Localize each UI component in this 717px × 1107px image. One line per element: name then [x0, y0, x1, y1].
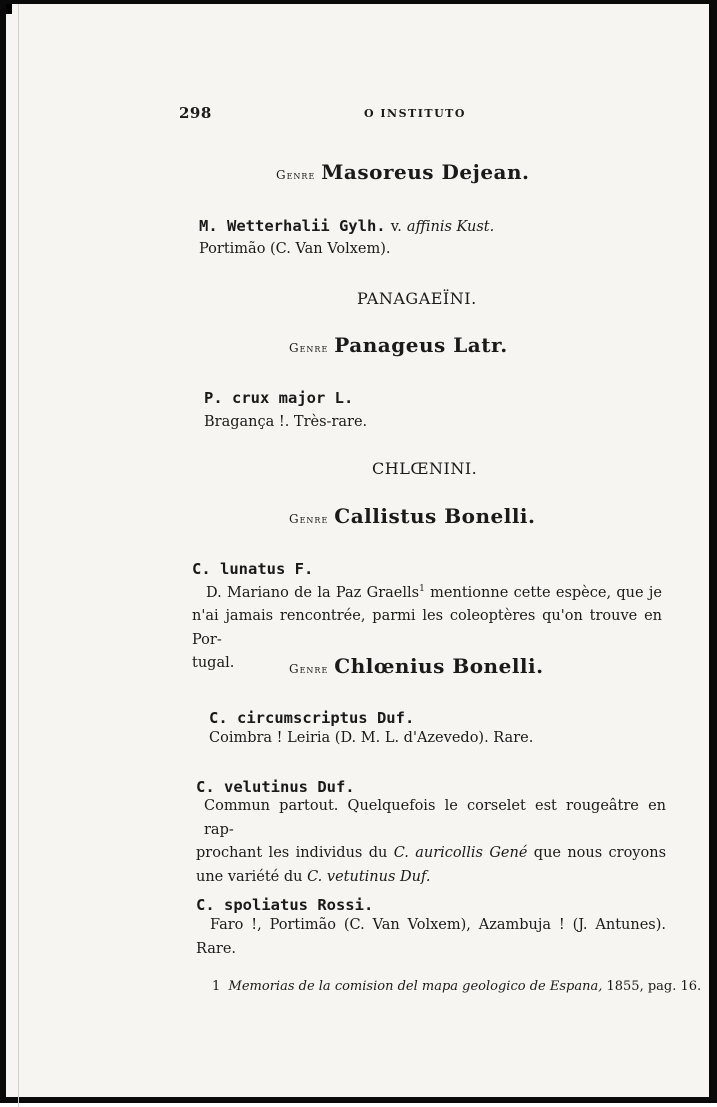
text-fragment: prochant les individus du: [196, 845, 388, 861]
species-entry-wetterhalii: [199, 216, 494, 235]
text-fragment: D. Mariano de la Paz Graells: [206, 584, 420, 601]
text-line: Commun partout. Quelquefois le corselet est rougeâtre en rap-: [204, 798, 666, 838]
footnote-citation: Memorias de la comision del mapa geologico de Espana,: [228, 979, 603, 994]
italic-fragment: C. auricollis Gené: [393, 845, 528, 861]
text-line: [192, 578, 662, 605]
genus-name: Panageus Latr.: [334, 333, 508, 357]
scan-corner: [6, 4, 12, 14]
genre-heading-chloenius: [289, 654, 544, 678]
species-note-italic: affinis Kust.: [406, 219, 495, 235]
locality-text: Coimbra ! Leiria (D. M. L. d'Azevedo). Rare.: [209, 730, 534, 746]
genre-label: Genre: [289, 662, 329, 676]
scan-edge-line: [18, 4, 19, 1107]
footnote: [212, 979, 701, 994]
genre-heading-callistus: [289, 504, 536, 528]
text-line: [196, 842, 666, 866]
text-fragment: une variété du: [196, 868, 303, 885]
tribe-heading: CHLŒNINI.: [372, 459, 478, 478]
genre-label: Genre: [276, 168, 316, 182]
running-title: O INSTITUTO: [364, 107, 466, 120]
locality-text: Bragança !. Très-rare.: [204, 414, 368, 430]
species-name: C. lunatus F.: [192, 560, 314, 578]
footnote-detail: 1855, pag. 16.: [606, 979, 702, 994]
genus-name: Callistus Bonelli.: [334, 504, 536, 528]
genre-heading-panageus: [289, 333, 508, 357]
text-fragment: mentionne cette espèce, que je: [430, 584, 662, 601]
paragraph-spoliatus: [196, 914, 666, 961]
genus-name: Chlœnius Bonelli.: [334, 654, 544, 678]
text-line: Rare.: [196, 940, 237, 957]
species-name: P. crux major L.: [204, 389, 354, 407]
text-line: tugal.: [192, 655, 235, 672]
footnote-number: 1: [212, 979, 221, 994]
text-fragment: que nous croyons: [533, 845, 667, 861]
species-name: C. velutinus Duf.: [196, 778, 355, 796]
footnote-mark: 1: [419, 584, 425, 594]
genre-label: Genre: [289, 512, 329, 526]
species-name: M. Wetterhalii Gylh.: [199, 217, 386, 235]
page-number: 298: [179, 104, 212, 122]
locality-text: Portimão (C. Van Volxem).: [199, 241, 391, 257]
genre-heading-masoreus: [276, 160, 530, 184]
genus-name: Masoreus Dejean.: [321, 160, 530, 184]
italic-fragment: C. vetutinus Duf.: [307, 868, 431, 885]
text-line: [196, 866, 666, 890]
tribe-heading: PANAGAEÏNI.: [357, 289, 477, 308]
species-name: C. spoliatus Rossi.: [196, 896, 374, 914]
text-line: Faro !, Portimão (C. Van Volxem), Azambuja ! (J. Antunes).: [210, 917, 666, 933]
species-name: C. circumscriptus Duf.: [209, 709, 415, 727]
genre-label: Genre: [289, 341, 329, 355]
paragraph-velutinus: [196, 795, 666, 889]
species-note-prefix: v.: [390, 219, 402, 235]
text-line: n'ai jamais rencontrée, parmi les coleoptères qu'on trouve en Por-: [192, 608, 662, 648]
